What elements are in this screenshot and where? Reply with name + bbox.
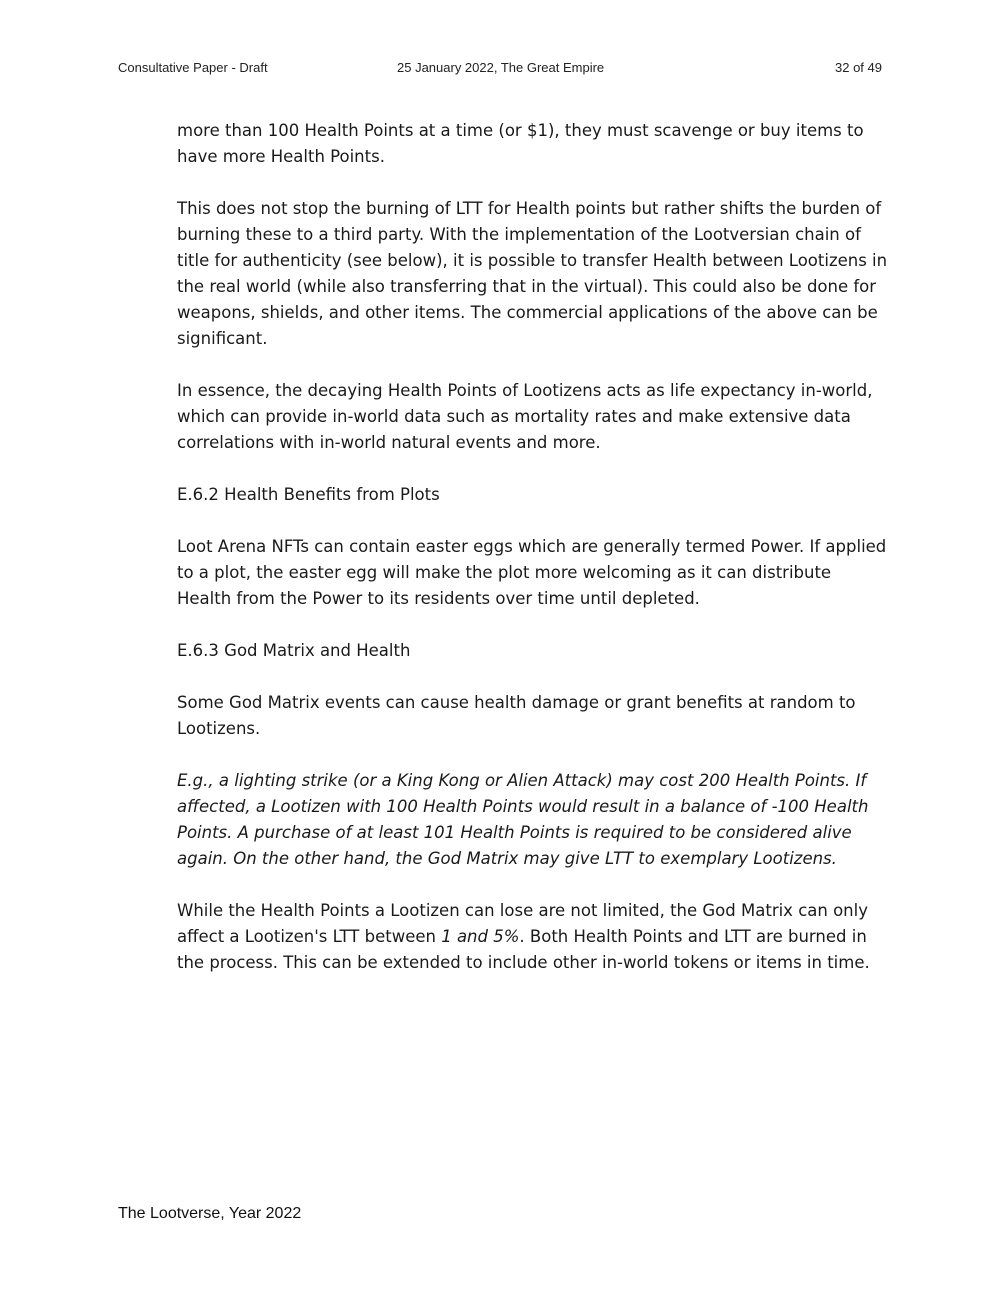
paragraph-god-matrix-events: Some God Matrix events can cause health damage or grant benefits at random to Lootizens. xyxy=(177,693,856,738)
paragraph-health-points-limit: more than 100 Health Points at a time (or $1), they must scavenge or buy items to have more Health Points. xyxy=(177,121,864,166)
paragraph-example-italic: E.g., a lighting strike (or a King Kong or Alien Attack) may cost 200 Health Points. If affected, a Lootizen with 100 Health Points would result in a balance of -100 Health Points. A purchase of at least 101 Health Points is required to be considered alive again. On the other hand, the God Matrix may give LTT to exemplary Lootizens. xyxy=(177,771,869,868)
paragraph-god-matrix-ltt-range: 1 and 5% xyxy=(441,927,520,946)
header-page-number: 32 of 49 xyxy=(835,60,882,75)
header-date-location: 25 January 2022, The Great Empire xyxy=(397,60,605,75)
section-heading-e63: E.6.3 God Matrix and Health xyxy=(177,641,411,660)
paragraph-burning-ltt: This does not stop the burning of LTT for Health points but rather shifts the burden of burning these to a third party. With the implementation of the Lootversian chain of title for authenticity (see below), it is possible to transfer Health between Lootizens in the real world (while also transferring that in the virtual). This could also be done for weapons, shields, and other items. The commercial applications of the above can be significant. xyxy=(177,199,888,348)
page-header xyxy=(118,60,882,78)
page-body xyxy=(177,118,889,1002)
paragraph-god-matrix-ltt xyxy=(177,898,889,976)
paragraph-god-matrix-ltt-part2: . Both Health Points and LTT are burned in the process. This can be extended to include other in-world tokens or items in time. xyxy=(177,927,870,972)
paragraph-life-expectancy: In essence, the decaying Health Points of Lootizens acts as life expectancy in-world, which can provide in-world data such as mortality rates and make extensive data correlations with in-world natural events and more. xyxy=(177,381,873,452)
section-heading-e62: E.6.2 Health Benefits from Plots xyxy=(177,485,440,504)
header-document-title: Consultative Paper - Draft xyxy=(118,60,268,75)
paragraph-plot-health-benefits: Loot Arena NFTs can contain easter eggs which are generally termed Power. If applied to a plot, the easter egg will make the plot more welcoming as it can distribute Health from the Power to its residents over time until depleted. xyxy=(177,537,887,608)
page-footer: The Lootverse, Year 2022 xyxy=(118,1205,302,1222)
paragraph-god-matrix-ltt-part1: While the Health Points a Lootizen can lose are not limited, the God Matrix can only affect a Lootizen's LTT between xyxy=(177,901,868,946)
